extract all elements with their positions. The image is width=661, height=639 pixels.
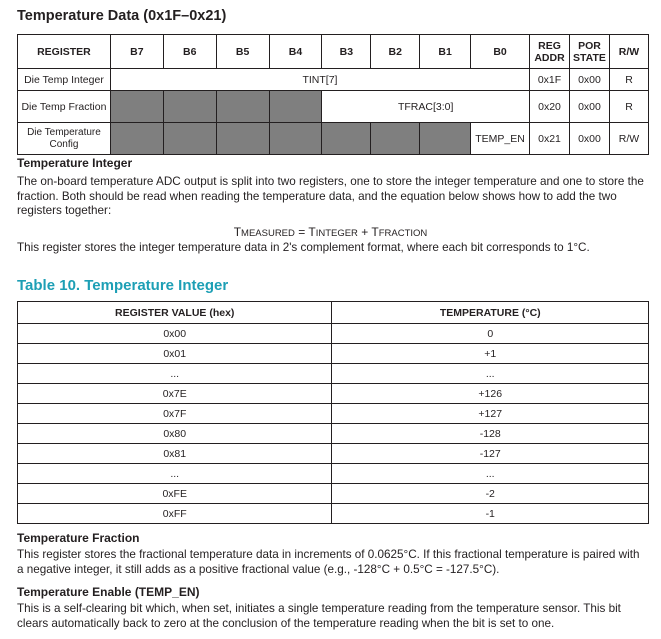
register-value: 0x00 — [18, 324, 332, 344]
temperature-integer-description: The on-board temperature ADC output is split into two registers, one to store the integer temperature and one to store the fraction. Both should be read when reading the temperature data, and the equation below shows how to add the two registers together: — [17, 175, 644, 217]
temperature-enable-title: Temperature Enable (TEMP_EN) — [17, 585, 200, 599]
register-header-row — [18, 35, 649, 69]
por-state: 0x00 — [570, 91, 610, 123]
register-value: 0x81 — [18, 444, 332, 464]
temperature-value: +1 — [332, 344, 649, 364]
table-row — [18, 444, 649, 464]
temperature-integer-title: Temperature Integer — [17, 156, 133, 170]
temperature-integer-table — [17, 301, 649, 524]
eq-sub-fraction: FRACTION — [378, 228, 428, 239]
reserved-bit-cell — [420, 123, 471, 155]
table-row — [18, 344, 649, 364]
reserved-bit-cell — [269, 91, 322, 123]
col-header-b3: B3 — [322, 35, 371, 69]
temperature-integer-format-note: This register stores the integer temperature data in 2's complement format, where each bit corresponds to 1°C. — [17, 241, 590, 254]
bit-field-tfrac: TFRAC[3:0] — [322, 91, 530, 123]
eq-sub-measured: MEASURED — [241, 228, 295, 239]
register-value: 0x01 — [18, 344, 332, 364]
temperature-equation — [0, 225, 661, 239]
temperature-value: -127 — [332, 444, 649, 464]
temperature-value: ... — [332, 464, 649, 484]
col-header-b7: B7 — [110, 35, 163, 69]
col-header-b5: B5 — [216, 35, 269, 69]
table-row — [18, 484, 649, 504]
col-header-register: REGISTER — [18, 35, 111, 69]
bit-field-tint: TINT[7] — [110, 69, 529, 91]
reg-addr: 0x1F — [530, 69, 570, 91]
col-header-por-state: POR STATE — [570, 35, 610, 69]
register-name: Die Temperature Config — [18, 123, 111, 155]
reserved-bit-cell — [110, 123, 163, 155]
register-value: 0xFE — [18, 484, 332, 504]
register-row-config — [18, 123, 649, 155]
col-header-b6: B6 — [163, 35, 216, 69]
temperature-value: ... — [332, 364, 649, 384]
eq-plus: + — [357, 225, 372, 239]
table-row — [18, 324, 649, 344]
reserved-bit-cell — [163, 123, 216, 155]
eq-t-fraction: T — [371, 225, 379, 239]
temperature-value: +126 — [332, 384, 649, 404]
por-state: 0x00 — [570, 69, 610, 91]
table-row — [18, 504, 649, 524]
temperature-fraction-description: This register stores the fractional temperature data in increments of 0.0625°C. If this fractional temperature is paired with a negative integer, it still adds as a positive fractional value (e.g., -128°C + 0.5°C = -127.5°C). — [17, 548, 640, 576]
eq-equals: = — [294, 225, 309, 239]
section-heading: Temperature Data (0x1F–0x21) — [17, 8, 227, 24]
col-header-b0: B0 — [471, 35, 530, 69]
table-row — [18, 464, 649, 484]
col-header-b2: B2 — [371, 35, 420, 69]
reg-addr: 0x20 — [530, 91, 570, 123]
rw-access: R — [609, 69, 648, 91]
reserved-bit-cell — [269, 123, 322, 155]
eq-t-integer: T — [308, 225, 316, 239]
temp-table-header-row — [18, 302, 649, 324]
register-value: 0x7F — [18, 404, 332, 424]
temperature-value: -1 — [332, 504, 649, 524]
temperature-value: 0 — [332, 324, 649, 344]
temperature-enable-description: This is a self-clearing bit which, when set, initiates a single temperature reading from the temperature sensor. This bit clears automatically back to zero at the conclusion of the temperature reading when the bit is set to one. — [17, 602, 621, 630]
table-row — [18, 384, 649, 404]
table-row — [18, 424, 649, 444]
temperature-fraction-title: Temperature Fraction — [17, 531, 140, 545]
rw-access: R/W — [609, 123, 648, 155]
por-state: 0x00 — [570, 123, 610, 155]
register-value: ... — [18, 464, 332, 484]
temperature-value: -128 — [332, 424, 649, 444]
col-header-b4: B4 — [269, 35, 322, 69]
register-value: 0x80 — [18, 424, 332, 444]
register-map-table — [17, 34, 649, 155]
register-row-integer — [18, 69, 649, 91]
register-value: ... — [18, 364, 332, 384]
register-name: Die Temp Integer — [18, 69, 111, 91]
reserved-bit-cell — [216, 91, 269, 123]
reg-addr: 0x21 — [530, 123, 570, 155]
register-row-fraction — [18, 91, 649, 123]
table-10-title: Table 10. Temperature Integer — [17, 277, 229, 294]
eq-t-measured: T — [233, 225, 242, 239]
col-header-rw: R/W — [609, 35, 648, 69]
register-value: 0x7E — [18, 384, 332, 404]
register-value: 0xFF — [18, 504, 332, 524]
col-header-b1: B1 — [420, 35, 471, 69]
table-row — [18, 364, 649, 384]
col-header-temperature: TEMPERATURE (°C) — [332, 302, 649, 324]
eq-sub-integer: INTEGER — [315, 228, 358, 239]
reserved-bit-cell — [216, 123, 269, 155]
temperature-value: -2 — [332, 484, 649, 504]
col-header-reg-addr: REG ADDR — [530, 35, 570, 69]
temperature-value: +127 — [332, 404, 649, 424]
reserved-bit-cell — [110, 91, 163, 123]
bit-field-temp-en: TEMP_EN — [471, 123, 530, 155]
reserved-bit-cell — [322, 123, 371, 155]
col-header-register-value: REGISTER VALUE (hex) — [18, 302, 332, 324]
reserved-bit-cell — [163, 91, 216, 123]
register-name: Die Temp Fraction — [18, 91, 111, 123]
table-row — [18, 404, 649, 424]
rw-access: R — [609, 91, 648, 123]
reserved-bit-cell — [371, 123, 420, 155]
